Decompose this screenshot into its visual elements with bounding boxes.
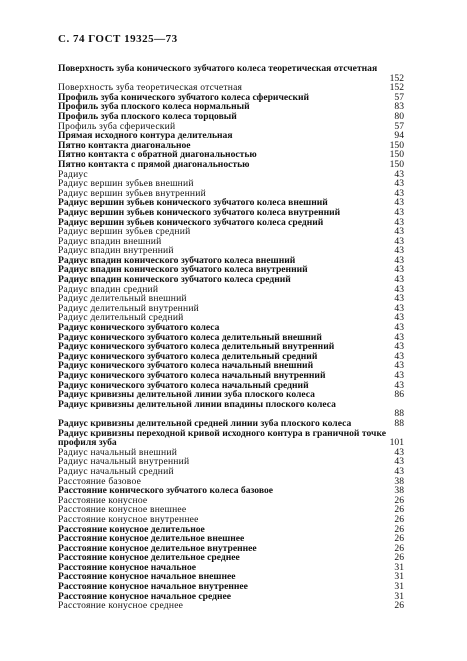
index-page-number: 43 (394, 350, 404, 362)
index-page-number: 43 (394, 264, 404, 276)
index-term: Радиус конического зубчатого колеса делительный средний (58, 350, 318, 362)
index-term: Радиус начальный внешний (58, 446, 178, 458)
index-term: Расстояние конусное делительное внутреннее (58, 542, 257, 554)
index-page-number: 26 (394, 542, 404, 554)
index-term: Расстояние конусное делительное (58, 523, 205, 535)
index-page-number: 150 (389, 149, 404, 161)
index-page-number: 43 (394, 370, 404, 381)
index-term: Радиус впадин внутренний (58, 245, 174, 257)
index-term: Радиус вершин зубьев внутренний (58, 187, 206, 199)
index-page-number: 88 (394, 417, 404, 429)
index-term: Радиус кривизны делительной линии зуба плоского колеса (58, 389, 315, 401)
index-term: Радиус (58, 168, 88, 180)
index-page-number: 31 (394, 581, 404, 593)
index-page-number: 57 (394, 120, 404, 132)
index-page-number: 43 (394, 216, 404, 228)
index-term: Радиус впадин средний (58, 283, 159, 295)
index-term: Радиус конического зубчатого колеса (58, 322, 220, 334)
index-term: Радиус конического зубчатого колеса делительный внешний (58, 331, 322, 343)
index-page-number: 43 (394, 322, 404, 334)
index-page-number: 43 (394, 283, 404, 295)
index-term: Радиус вершин зубьев конического зубчатого колеса внешний (58, 197, 328, 209)
index-term: Радиус кривизны делительной средней линии зуба плоского колеса (58, 417, 352, 429)
index-page-number: 31 (394, 571, 404, 583)
index-term: Расстояние конусное делительное среднее (58, 552, 240, 564)
subject-index (58, 64, 404, 611)
index-page-number: 43 (394, 341, 404, 353)
index-page-number: 43 (394, 226, 404, 238)
index-term: Радиус начальный внутренний (58, 456, 190, 468)
index-term: Радиус делительный средний (58, 312, 184, 324)
index-page-number: 43 (394, 206, 404, 218)
index-page-number: 43 (394, 197, 404, 209)
index-entry (58, 64, 404, 83)
index-entry (58, 400, 404, 419)
index-term: Радиус вершин зубьев конического зубчатого колеса внутренний (58, 206, 341, 218)
index-term: Профиль зуба сферический (58, 120, 176, 132)
index-page-number: 43 (394, 360, 404, 372)
index-term: Расстояние конусное начальное (58, 561, 197, 573)
index-term: Расстояние базовое (58, 475, 142, 487)
index-page-number: 150 (389, 139, 404, 151)
index-page-number: 43 (394, 235, 404, 247)
index-page-number: 152 (389, 82, 404, 94)
index-term: Расстояние конусное начальное среднее (58, 590, 232, 602)
index-term: Профиль зуба плоского колеса торцовый (58, 110, 237, 122)
index-term: Радиус конического зубчатого колеса начальный внешний (58, 360, 314, 372)
index-term: Расстояние конусное начальное внутреннее (58, 581, 248, 593)
index-page-number: 26 (394, 600, 404, 612)
index-page-number: 43 (394, 465, 404, 477)
index-page-number: 26 (394, 552, 404, 564)
index-term: Радиус впадин внешний (58, 235, 162, 247)
index-page-number: 80 (394, 110, 404, 122)
index-term: Расстояние конусное среднее (58, 600, 184, 612)
index-page-number: 43 (394, 187, 404, 199)
index-page-number: 26 (394, 494, 404, 506)
index-term: Прямая исходного контура делительная (58, 130, 233, 142)
index-term: Радиус кривизны переходной кривой исходного контура в граничной точке профиля зуба (58, 427, 386, 449)
index-page-number: 43 (394, 302, 404, 314)
index-page-number: 43 (394, 254, 404, 266)
index-page-number: 26 (394, 513, 404, 525)
index-term: Расстояние конусное внешнее (58, 504, 187, 516)
index-term: Радиус вершин зубьев конического зубчатого колеса средний (58, 216, 324, 228)
index-term: Радиус конического зубчатого колеса начальный внутренний (58, 370, 326, 381)
index-term: Профиль зуба конического зубчатого колеса сферический (58, 91, 310, 103)
index-term: Поверхность зуба конического зубчатого колеса теоретическая отсчетная (58, 63, 378, 74)
index-page-number: 43 (394, 456, 404, 468)
index-term: Поверхность зуба теоретическая отсчетная (58, 82, 243, 94)
index-page-number: 86 (394, 389, 404, 401)
index-term: Радиус начальный средний (58, 465, 174, 477)
page-header: С. 74 ГОСТ 19325—73 (58, 33, 178, 45)
index-term: Радиус впадин конического зубчатого колеса средний (58, 274, 291, 286)
index-page-number: 26 (394, 504, 404, 516)
index-entry (58, 601, 404, 611)
index-page-number: 152 (389, 72, 404, 84)
index-term: Радиус делительный внутренний (58, 302, 200, 314)
index-page-number: 43 (394, 178, 404, 190)
index-term: Расстояние конусное внутреннее (58, 513, 199, 525)
index-page-number: 43 (394, 245, 404, 257)
index-term: Расстояние конусное (58, 494, 148, 506)
index-page-number: 43 (394, 312, 404, 324)
index-page-number: 38 (394, 475, 404, 487)
index-term: Радиус делительный внешний (58, 293, 187, 305)
index-term: Радиус впадин конического зубчатого колеса внутренний (58, 264, 308, 276)
index-page-number: 150 (389, 158, 404, 170)
index-page-number: 26 (394, 523, 404, 535)
index-page-number: 101 (389, 437, 404, 449)
index-page-number: 38 (394, 485, 404, 497)
index-term: Пятно контакта с прямой диагональностью (58, 158, 250, 170)
index-term: Пятно контакта с обратной диагональностью (58, 149, 257, 161)
index-term: Профиль зуба плоского колеса нормальный (58, 101, 250, 113)
index-term: Расстояние конического зубчатого колеса базовое (58, 485, 274, 497)
index-page-number: 94 (394, 130, 404, 142)
index-term: Расстояние конусное начальное внешнее (58, 571, 236, 583)
index-term: Радиус конического зубчатого колеса делительный внутренний (58, 341, 335, 353)
index-page-number: 83 (394, 101, 404, 113)
index-page-number: 43 (394, 274, 404, 286)
index-term: Радиус впадин конического зубчатого колеса внешний (58, 254, 296, 266)
index-term: Радиус конического зубчатого колеса начальный средний (58, 379, 309, 391)
index-page-number: 57 (394, 91, 404, 103)
index-entry (58, 429, 404, 448)
index-term: Пятно контакта диагональное (58, 139, 191, 151)
index-page-number: 43 (394, 446, 404, 458)
index-page-number: 31 (394, 590, 404, 602)
index-page-number: 88 (394, 408, 404, 420)
index-entry (58, 160, 404, 170)
index-term: Радиус кривизны делительной линии впадины плоского колеса (58, 398, 336, 410)
index-term: Радиус вершин зубьев средний (58, 226, 191, 238)
index-page-number: 26 (394, 533, 404, 545)
index-page-number: 43 (394, 293, 404, 305)
index-term: Радиус вершин зубьев внешний (58, 178, 194, 190)
index-page-number: 31 (394, 561, 404, 573)
index-page-number: 43 (394, 379, 404, 391)
index-term: Расстояние конусное делительное внешнее (58, 533, 245, 545)
index-page-number: 43 (394, 331, 404, 343)
index-page-number: 43 (394, 168, 404, 180)
